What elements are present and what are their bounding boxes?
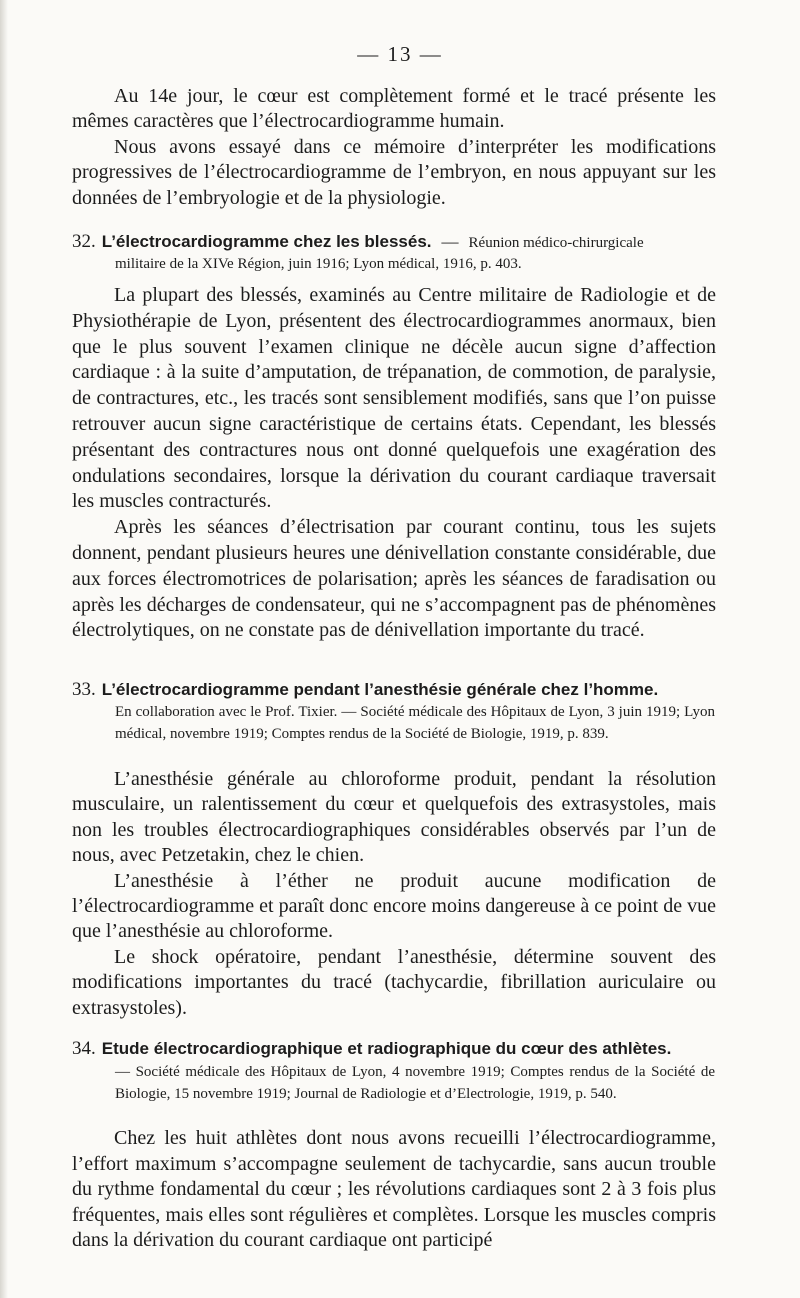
page-number: — 13 —	[357, 42, 443, 66]
entry-32-number: 32.	[72, 231, 96, 252]
entry-32-dash: —	[441, 232, 459, 251]
entry-34-body	[72, 1126, 716, 1254]
entry-33-body	[72, 767, 716, 1021]
entry-33-heading	[72, 679, 716, 701]
entry-34-paragraph-1: Chez les huit athlètes dont nous avons recueilli l’électrocardiogramme, l’effort maximum s’accompagne seulement de tachycardie, sans aucun trouble du rythme fondamental du cœur ; les révolutions cardiaques sont 2 à 3 fois plus fréquentes, mais elles sont régulières et complètes. Lorsque les muscles compris dans la dérivation du courant cardiaque ont participé	[72, 1127, 716, 1252]
entry-33-reference: En collaboration avec le Prof. Tixier. — Société médicale des Hôpitaux de Lyon, 3 juin 1919; Lyon médical, novembre 1919; Comptes rendus de la Société de Biologie, 1919, p. 839.	[115, 704, 715, 742]
entry-34-title: Etude électrocardiographique et radiographique du cœur des athlètes.	[101, 1039, 672, 1058]
entry-32-title: L’électrocardiogramme chez les blessés.	[101, 232, 432, 251]
entry-34-reference: — Société médicale des Hôpitaux de Lyon, 4 novembre 1919; Comptes rendus de la Société de Biologie, 15 novembre 1919; Journal de Radiologie et d’Electrologie, 1919, p. 540.	[115, 1064, 715, 1102]
intro-paragraph-2: Nous avons essayé dans ce mémoire d’interpréter les modifications progressives de l’électrocardiogramme de l’embryon, en nous appuyant sur les données de l’embryologie et de la physiologie.	[72, 135, 716, 209]
entry-32-paragraph-2: Après les séances d’électrisation par courant continu, tous les sujets donnent, pendant plusieurs heures une dénivellation constante considérable, due aux forces électromotrices de polarisation; après les séances de faradisation ou après les décharges de condensateur, qui ne s’accompagnent pas de phénomènes électrolytiques, on ne constate pas de dénivellation importante du tracé.	[72, 516, 716, 642]
page-edge-shadow	[0, 0, 8, 1298]
entry-33-paragraph-3: Le shock opératoire, pendant l’anesthésie, détermine souvent des modifications importantes du tracé (tachycardie, fibrillation auriculaire ou extrasystoles).	[72, 945, 716, 1019]
entry-34-heading	[72, 1038, 716, 1060]
entry-32-paragraph-1: La plupart des blessés, examinés au Centre militaire de Radiologie et de Physiothérapie de Lyon, présentent des électrocardiogrammes anormaux, bien que le plus souvent l’examen clinique ne décèle aucun signe d’affection cardiaque : à la suite d’amputation, de trépanation, de commotion, de paralysie, de contractures, etc., les tracés sont sensiblement modifiés, sans que l’on puisse retrouver aucun signe caractéristique de certains états. Cependant, les blessés présentant des contractures nous ont donné quelquefois une exagération des ondulations secondaires, lorsque la dérivation du courant cardiaque traversait les muscles contracturés.	[72, 284, 716, 513]
entry-33-paragraph-2: L’anesthésie à l’éther ne produit aucune modification de l’électrocardiogramme et paraît donc encore moins dangereuse à ce point de vue que l’anesthésie au chloroforme.	[72, 869, 716, 943]
entry-34-number: 34.	[72, 1038, 96, 1059]
entry-32-heading	[72, 231, 716, 253]
intro-block	[72, 84, 716, 211]
entry-32-reference: militaire de la XIVe Région, juin 1916; Lyon médical, 1916, p. 403.	[115, 256, 522, 272]
entry-32-reference-start: Réunion médico-chirurgicale	[468, 235, 644, 251]
entry-32-body	[72, 283, 716, 644]
intro-paragraph-1: Au 14e jour, le cœur est complètement formé et le tracé présente les mêmes caractères que l’électrocardiogramme humain.	[72, 85, 716, 133]
entry-33-title: L’électrocardiogramme pendant l’anesthésie générale chez l’homme.	[101, 680, 659, 699]
entry-33-number: 33.	[72, 679, 96, 700]
entry-33-paragraph-1: L’anesthésie générale au chloroforme produit, pendant la résolution musculaire, un ralentissement du cœur et quelquefois des extrasystoles, mais non les troubles électrocardiographiques considérables observés par l’un de nous, avec Petzetakin, chez le chien.	[72, 768, 716, 867]
